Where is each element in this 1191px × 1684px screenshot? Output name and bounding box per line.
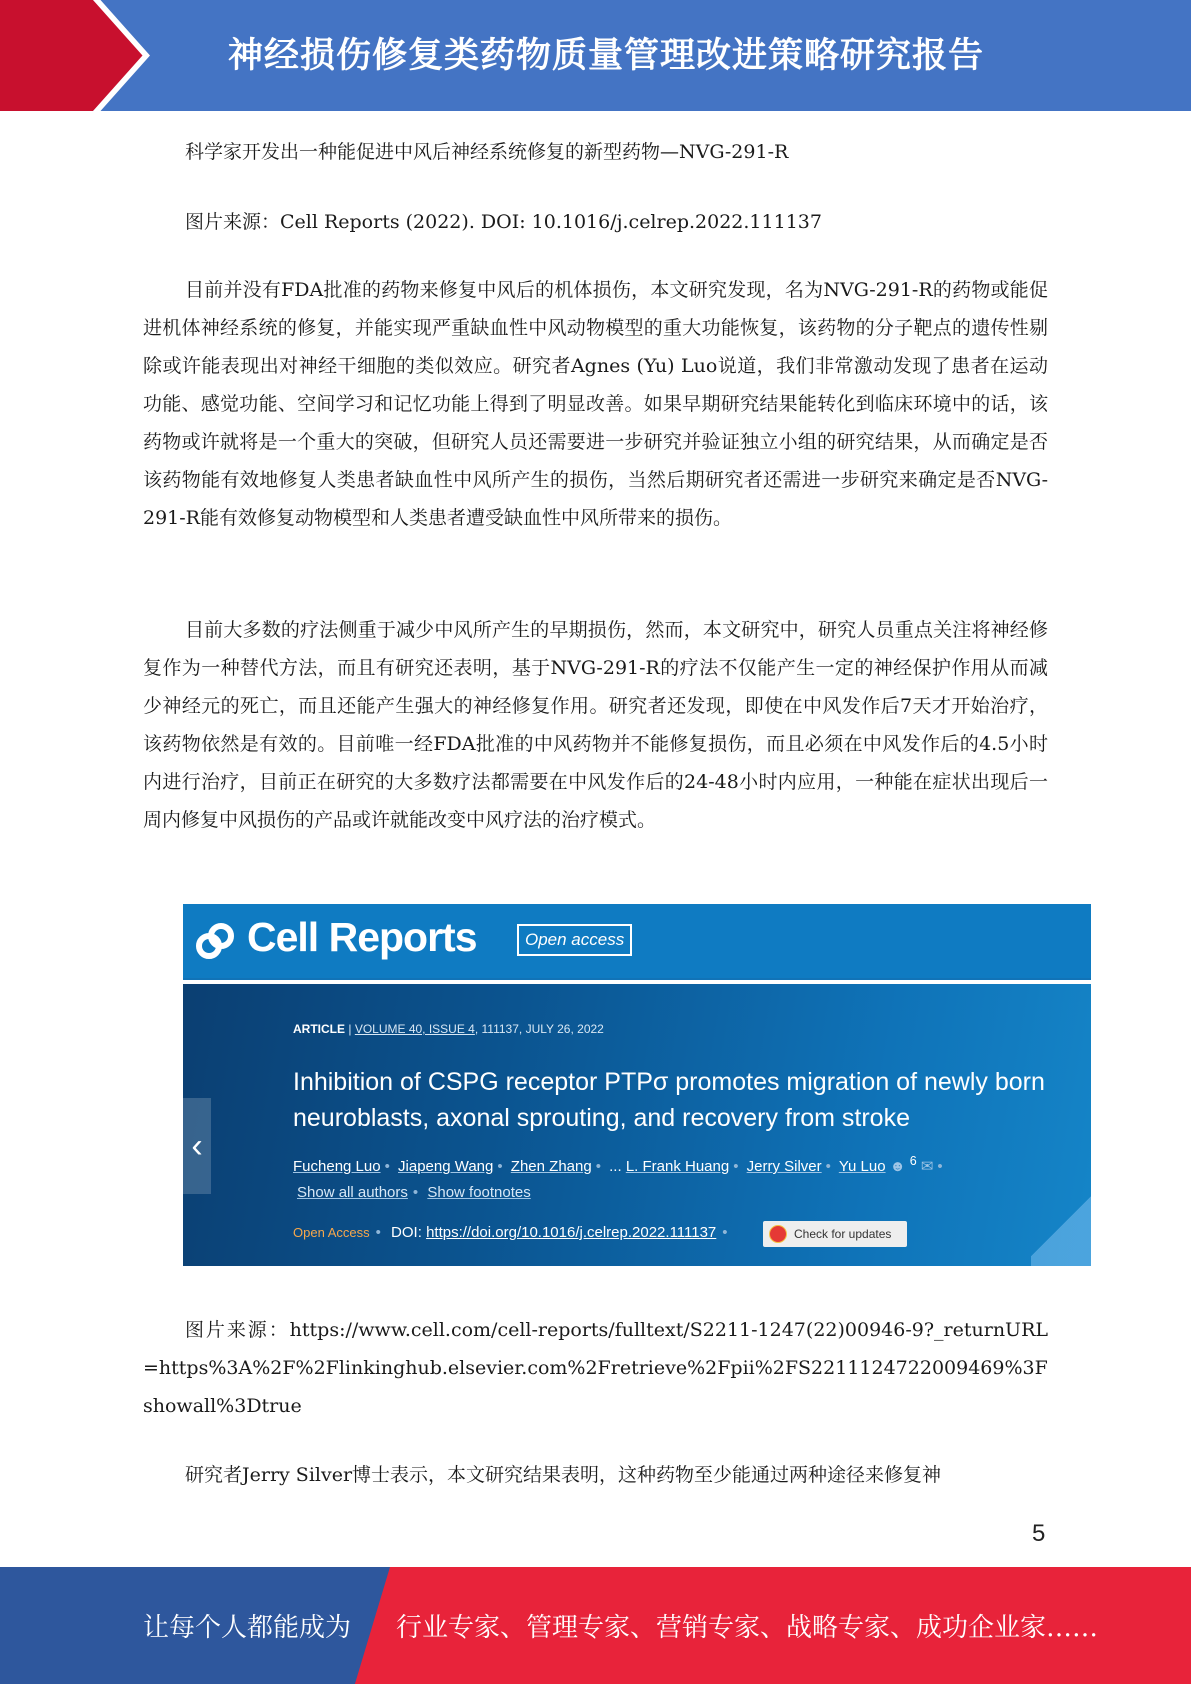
figure-caption-title: 科学家开发出一种能促进中风后神经系统修复的新型药物—NVG-291-R (185, 141, 789, 163)
check-for-updates-label: Check for updates (794, 1227, 892, 1241)
footer-slogan-left: 让每个人都能成为 (143, 1613, 352, 1643)
doi-line: Open Access • DOI: https://doi.org/10.1016/j.celrep.2022.111137 • (293, 1224, 728, 1241)
author-links: Show all authors • Show footnotes (297, 1184, 531, 1201)
author-name: Jerry Silver (746, 1158, 822, 1175)
page-number: 5 (1032, 1520, 1046, 1547)
person-icon: ☻ (889, 1158, 906, 1175)
author-name: Yu Luo (838, 1158, 886, 1175)
image-source-url-paragraph: 图片来源：https://www.cell.com/cell-reports/fulltext/S2211-1247(22)00946-9?_returnURL=https%3A%2F%2Flinkinghub.elsevier.com%2Fretrieve%2Fpii%2FS2211124722009469%3Fshowall%3Dtrue (143, 1319, 1048, 1417)
show-all-authors-link: Show all authors (297, 1184, 408, 1201)
doi-label: DOI: (391, 1224, 422, 1241)
author-name: Jiapeng Wang (398, 1158, 494, 1175)
chevron-left-icon: ‹ (183, 1098, 211, 1194)
journal-name: Cell Reports (247, 914, 477, 960)
open-access-label: Open Access (293, 1225, 370, 1240)
decorative-corner (1031, 1186, 1091, 1266)
article-title: Inhibition of CSPG receptor PTPσ promotes migration of newly born neuroblasts, axonal sprouting, and recovery from stroke (293, 1068, 1045, 1132)
meta-date: , 111137, JULY 26, 2022 (474, 1022, 604, 1036)
cell-reports-article-image (183, 904, 1091, 1266)
page-footer-banner (0, 1567, 1191, 1684)
volume-link: VOLUME 40, ISSUE 4 (354, 1022, 475, 1036)
cell-logo-icon (195, 922, 235, 962)
author-count-badge: 6 (909, 1154, 917, 1168)
header-red-arrow-shape (0, 0, 150, 111)
article-type: ARTICLE (293, 1022, 345, 1036)
author-name: Zhen Zhang (510, 1158, 592, 1175)
email-icon: ✉ (920, 1158, 934, 1175)
open-access-badge: Open access (517, 924, 632, 956)
body-paragraph-1: 目前并没有FDA批准的药物来修复中风后的机体损伤，本文研究发现，名为NVG-291-R的药物或能促进机体神经系统的修复，并能实现严重缺血性中风动物模型的重大功能恢复，该药物的分子靶点的遗传性剔除或许能表现出对神经干细胞的类似效应。研究者Agnes (Yu) Luo说道，我们非常激动发现了患者在运动功能、感觉功能、空间学习和记忆功能上得到了明显改善。如果早期研究结果能转化到临床环境中的话，该药物或许就将是一个重大的突破，但研究人员还需要进一步研究并验证独立小组的研究结果，从而确定是否该药物能有效地修复人类患者缺血性中风所产生的损伤，当然后期研究者还需进一步研究来确定是否NVG-291-R能有效修复动物模型和人类患者遭受缺血性中风所带来的损伤。 (143, 279, 1048, 529)
report-title: 神经损伤修复类药物质量管理改进策略研究报告 (228, 36, 985, 76)
crossmark-icon (769, 1225, 787, 1243)
check-for-updates-button (763, 1221, 907, 1247)
author-name: Fucheng Luo (293, 1158, 381, 1175)
figure-source-line: 图片来源：Cell Reports (2022). DOI: 10.1016/j.celrep.2022.111137 (185, 211, 822, 233)
author-name: L. Frank Huang (625, 1158, 730, 1175)
body-paragraph-2: 目前大多数的疗法侧重于减少中风所产生的早期损伤，然而，本文研究中，研究人员重点关注将神经修复作为一种替代方法，而且有研究还表明，基于NVG-291-R的疗法不仅能产生一定的神经保护作用从而减少神经元的死亡，而且还能产生强大的神经修复作用。研究者还发现，即使在中风发作后7天才开始治疗，该药物依然是有效的。目前唯一经FDA批准的中风药物并不能修复损伤，而且必须在中风发作后的4.5小时内进行治疗，目前正在研究的大多数疗法都需要在中风发作后的24-48小时内应用，一种能在症状出现后一周内修复中风损伤的产品或许就能改变中风疗法的治疗模式。 (143, 619, 1048, 831)
page-header-banner (0, 0, 1191, 111)
author-list: Fucheng Luo • Jiapeng Wang • Zhen Zhang • ... L. Frank Huang • Jerry Silver • Yu Luo ☻ $^6$ ✉ • (293, 1154, 943, 1175)
body-paragraph-3: 研究者Jerry Silver博士表示，本文研究结果表明，这种药物至少能通过两种途径来修复神 (185, 1464, 942, 1486)
doi-link: https://doi.org/10.1016/j.celrep.2022.111137 (426, 1224, 717, 1241)
show-footnotes-link: Show footnotes (427, 1184, 531, 1201)
article-meta (293, 1022, 604, 1036)
meta-separator: | (348, 1022, 352, 1036)
author-ellipsis: ... (609, 1158, 622, 1175)
footer-slogan-right: 行业专家、管理专家、营销专家、战略专家、成功企业家…… (396, 1613, 1099, 1643)
